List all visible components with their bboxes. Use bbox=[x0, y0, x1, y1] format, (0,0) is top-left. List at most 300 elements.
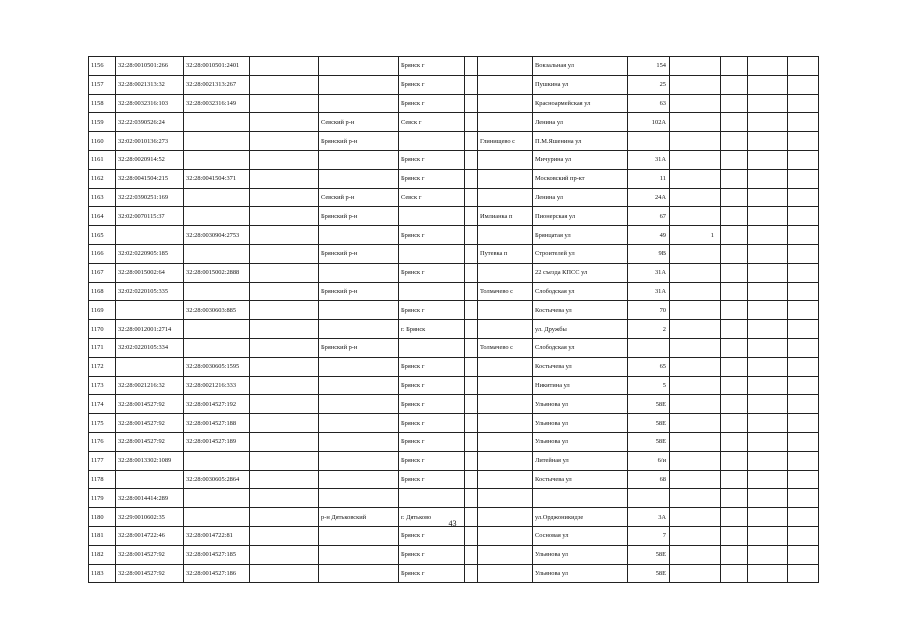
district-cell bbox=[319, 545, 399, 564]
empty-cell bbox=[250, 545, 319, 564]
cadastral-number-cell bbox=[116, 470, 184, 489]
cadastral-number-cell: 32:28:0041504:215 bbox=[116, 169, 184, 188]
house-number-cell: 7 bbox=[628, 526, 670, 545]
empty-cell bbox=[721, 564, 748, 583]
house-number-cell: 24А bbox=[628, 188, 670, 207]
empty-cell bbox=[250, 113, 319, 132]
city-cell: Брянск г bbox=[399, 526, 465, 545]
cadastral-number-cell: 32:02:0070115:37 bbox=[116, 207, 184, 226]
extra-value-cell bbox=[670, 57, 721, 76]
empty-cell bbox=[788, 395, 819, 414]
empty-cell bbox=[250, 357, 319, 376]
cadastral-number-cell: 32:28:0021313:32 bbox=[116, 75, 184, 94]
empty-cell bbox=[788, 113, 819, 132]
street-cell: Вокзальная ул bbox=[533, 57, 628, 76]
district-cell bbox=[319, 57, 399, 76]
empty-cell bbox=[465, 564, 478, 583]
table-row bbox=[89, 338, 819, 357]
cadastral-number-2-cell bbox=[184, 132, 250, 151]
extra-value-cell bbox=[670, 338, 721, 357]
row-number-cell: 1165 bbox=[89, 226, 116, 245]
street-cell: Пушкина ул bbox=[533, 75, 628, 94]
cadastral-number-cell: 32:02:0220905:185 bbox=[116, 244, 184, 263]
district-cell bbox=[319, 301, 399, 320]
empty-cell bbox=[250, 188, 319, 207]
empty-cell bbox=[250, 414, 319, 433]
empty-cell bbox=[788, 226, 819, 245]
empty-cell bbox=[748, 545, 788, 564]
cadastral-number-2-cell: 32:28:0041504:371 bbox=[184, 169, 250, 188]
city-cell: Брянск г bbox=[399, 226, 465, 245]
city-cell: Брянск г bbox=[399, 263, 465, 282]
empty-cell bbox=[465, 57, 478, 76]
extra-value-cell bbox=[670, 301, 721, 320]
cadastral-number-cell: 32:28:0014527:92 bbox=[116, 395, 184, 414]
cadastral-number-cell: 32:28:0014722:46 bbox=[116, 526, 184, 545]
street-cell: Пионерская ул bbox=[533, 207, 628, 226]
extra-value-cell bbox=[670, 188, 721, 207]
settlement-cell bbox=[478, 376, 533, 395]
extra-value-cell bbox=[670, 470, 721, 489]
empty-cell bbox=[250, 320, 319, 339]
empty-cell bbox=[721, 263, 748, 282]
table-row bbox=[89, 132, 819, 151]
street-cell: Костычева ул bbox=[533, 470, 628, 489]
empty-cell bbox=[721, 282, 748, 301]
district-cell: Брянский р-н bbox=[319, 207, 399, 226]
table-row bbox=[89, 451, 819, 470]
empty-cell bbox=[250, 395, 319, 414]
settlement-cell: Имлианка п bbox=[478, 207, 533, 226]
empty-cell bbox=[465, 526, 478, 545]
district-cell bbox=[319, 432, 399, 451]
cadastral-number-cell: 32:02:0220105:335 bbox=[116, 282, 184, 301]
house-number-cell: 11 bbox=[628, 169, 670, 188]
cadastral-number-cell: 32:28:0020914:52 bbox=[116, 150, 184, 169]
street-cell: Ленина ул bbox=[533, 188, 628, 207]
city-cell: Брянск г bbox=[399, 564, 465, 583]
cadastral-number-2-cell bbox=[184, 451, 250, 470]
district-cell bbox=[319, 263, 399, 282]
cadastral-number-2-cell: 32:28:0010501:2401 bbox=[184, 57, 250, 76]
table-row bbox=[89, 75, 819, 94]
cadastral-number-cell: 32:28:0015002:64 bbox=[116, 263, 184, 282]
empty-cell bbox=[788, 188, 819, 207]
empty-cell bbox=[788, 338, 819, 357]
empty-cell bbox=[788, 150, 819, 169]
city-cell: Севск г bbox=[399, 188, 465, 207]
empty-cell bbox=[788, 470, 819, 489]
cadastral-number-2-cell: 32:28:0014527:189 bbox=[184, 432, 250, 451]
settlement-cell bbox=[478, 545, 533, 564]
street-cell: Никитина ул bbox=[533, 376, 628, 395]
row-number-cell: 1174 bbox=[89, 395, 116, 414]
row-number-cell: 1159 bbox=[89, 113, 116, 132]
row-number-cell: 1163 bbox=[89, 188, 116, 207]
row-number-cell: 1158 bbox=[89, 94, 116, 113]
district-cell: Брянский р-н bbox=[319, 338, 399, 357]
street-cell: Ульянова ул bbox=[533, 414, 628, 433]
row-number-cell: 1182 bbox=[89, 545, 116, 564]
empty-cell bbox=[748, 263, 788, 282]
district-cell: Севский р-н bbox=[319, 188, 399, 207]
empty-cell bbox=[748, 357, 788, 376]
empty-cell bbox=[721, 207, 748, 226]
extra-value-cell bbox=[670, 432, 721, 451]
street-cell: П.М.Яшенина ул bbox=[533, 132, 628, 151]
district-cell: Брянский р-н bbox=[319, 244, 399, 263]
settlement-cell: Толмачево с bbox=[478, 338, 533, 357]
table-row bbox=[89, 357, 819, 376]
empty-cell bbox=[721, 376, 748, 395]
empty-cell bbox=[788, 75, 819, 94]
row-number-cell: 1166 bbox=[89, 244, 116, 263]
empty-cell bbox=[788, 526, 819, 545]
house-number-cell: 63 bbox=[628, 94, 670, 113]
empty-cell bbox=[721, 75, 748, 94]
cadastral-number-cell bbox=[116, 301, 184, 320]
empty-cell bbox=[465, 263, 478, 282]
empty-cell bbox=[788, 132, 819, 151]
street-cell: Ульянова ул bbox=[533, 564, 628, 583]
empty-cell bbox=[748, 207, 788, 226]
district-cell bbox=[319, 470, 399, 489]
empty-cell bbox=[721, 188, 748, 207]
table-row bbox=[89, 432, 819, 451]
empty-cell bbox=[788, 94, 819, 113]
row-number-cell: 1181 bbox=[89, 526, 116, 545]
city-cell bbox=[399, 338, 465, 357]
cadastral-number-cell: 32:29:0010602:35 bbox=[116, 508, 184, 527]
settlement-cell: Путевка п bbox=[478, 244, 533, 263]
street-cell: Ульянова ул bbox=[533, 432, 628, 451]
empty-cell bbox=[721, 432, 748, 451]
empty-cell bbox=[748, 150, 788, 169]
extra-value-cell bbox=[670, 414, 721, 433]
cadastral-number-2-cell: 32:28:0014527:192 bbox=[184, 395, 250, 414]
district-cell bbox=[319, 526, 399, 545]
settlement-cell bbox=[478, 169, 533, 188]
empty-cell bbox=[748, 244, 788, 263]
district-cell: Севский р-н bbox=[319, 113, 399, 132]
city-cell: Брянск г bbox=[399, 414, 465, 433]
empty-cell bbox=[250, 150, 319, 169]
table-row bbox=[89, 414, 819, 433]
table-row bbox=[89, 320, 819, 339]
empty-cell bbox=[788, 376, 819, 395]
cadastral-number-2-cell: 32:28:0014722:81 bbox=[184, 526, 250, 545]
settlement-cell bbox=[478, 150, 533, 169]
cadastral-number-cell: 32:28:0012001:2714 bbox=[116, 320, 184, 339]
house-number-cell: 67 bbox=[628, 207, 670, 226]
house-number-cell bbox=[628, 489, 670, 508]
empty-cell bbox=[748, 226, 788, 245]
empty-cell bbox=[721, 489, 748, 508]
extra-value-cell bbox=[670, 282, 721, 301]
row-number-cell: 1157 bbox=[89, 75, 116, 94]
empty-cell bbox=[465, 150, 478, 169]
cadastral-number-2-cell: 32:28:0021313:267 bbox=[184, 75, 250, 94]
extra-value-cell bbox=[670, 489, 721, 508]
house-number-cell: 154 bbox=[628, 57, 670, 76]
district-cell bbox=[319, 357, 399, 376]
empty-cell bbox=[465, 414, 478, 433]
cadastral-number-2-cell bbox=[184, 489, 250, 508]
extra-value-cell bbox=[670, 564, 721, 583]
settlement-cell bbox=[478, 432, 533, 451]
table-row bbox=[89, 113, 819, 132]
empty-cell bbox=[788, 301, 819, 320]
cadastral-number-cell: 32:22:0390526:24 bbox=[116, 113, 184, 132]
settlement-cell bbox=[478, 188, 533, 207]
cadastral-number-2-cell: 32:28:0021216:333 bbox=[184, 376, 250, 395]
empty-cell bbox=[748, 432, 788, 451]
extra-value-cell bbox=[670, 94, 721, 113]
house-number-cell: 49 bbox=[628, 226, 670, 245]
city-cell: Брянск г bbox=[399, 451, 465, 470]
empty-cell bbox=[721, 94, 748, 113]
cadastral-number-cell: 32:28:0014527:92 bbox=[116, 564, 184, 583]
table-row bbox=[89, 226, 819, 245]
empty-cell bbox=[250, 489, 319, 508]
city-cell bbox=[399, 244, 465, 263]
empty-cell bbox=[788, 432, 819, 451]
street-cell: Ульянова ул bbox=[533, 395, 628, 414]
cadastral-number-cell: 32:28:0014527:92 bbox=[116, 432, 184, 451]
city-cell bbox=[399, 132, 465, 151]
row-number-cell: 1183 bbox=[89, 564, 116, 583]
empty-cell bbox=[721, 451, 748, 470]
empty-cell bbox=[748, 564, 788, 583]
row-number-cell: 1168 bbox=[89, 282, 116, 301]
house-number-cell: 70 bbox=[628, 301, 670, 320]
empty-cell bbox=[748, 169, 788, 188]
extra-value-cell bbox=[670, 545, 721, 564]
extra-value-cell bbox=[670, 526, 721, 545]
empty-cell bbox=[788, 489, 819, 508]
street-cell: 22 съезда КПСС ул bbox=[533, 263, 628, 282]
row-number-cell: 1170 bbox=[89, 320, 116, 339]
settlement-cell bbox=[478, 414, 533, 433]
cadastral-number-cell: 32:02:0220105:334 bbox=[116, 338, 184, 357]
page-number: 43 bbox=[448, 519, 457, 528]
row-number-cell: 1176 bbox=[89, 432, 116, 451]
house-number-cell: 31А bbox=[628, 282, 670, 301]
empty-cell bbox=[748, 113, 788, 132]
table-row bbox=[89, 395, 819, 414]
house-number-cell: 58Е bbox=[628, 414, 670, 433]
settlement-cell bbox=[478, 263, 533, 282]
city-cell: Брянск г bbox=[399, 75, 465, 94]
empty-cell bbox=[465, 113, 478, 132]
settlement-cell bbox=[478, 526, 533, 545]
settlement-cell bbox=[478, 75, 533, 94]
street-cell: Брянцатая ул bbox=[533, 226, 628, 245]
city-cell: Брянск г bbox=[399, 432, 465, 451]
empty-cell bbox=[788, 451, 819, 470]
district-cell: р-н Дятьковский bbox=[319, 508, 399, 527]
district-cell: Брянский р-н bbox=[319, 282, 399, 301]
house-number-cell: 3А bbox=[628, 508, 670, 527]
empty-cell bbox=[465, 338, 478, 357]
settlement-cell bbox=[478, 94, 533, 113]
empty-cell bbox=[788, 263, 819, 282]
city-cell bbox=[399, 489, 465, 508]
empty-cell bbox=[250, 564, 319, 583]
district-cell bbox=[319, 150, 399, 169]
empty-cell bbox=[721, 395, 748, 414]
settlement-cell bbox=[478, 395, 533, 414]
empty-cell bbox=[250, 526, 319, 545]
cadastral-number-2-cell: 32:28:0030904:2753 bbox=[184, 226, 250, 245]
empty-cell bbox=[250, 75, 319, 94]
row-number-cell: 1171 bbox=[89, 338, 116, 357]
table-row bbox=[89, 263, 819, 282]
cadastral-number-cell: 32:28:0013302:1089 bbox=[116, 451, 184, 470]
district-cell bbox=[319, 94, 399, 113]
settlement-cell bbox=[478, 357, 533, 376]
extra-value-cell bbox=[670, 169, 721, 188]
empty-cell bbox=[250, 132, 319, 151]
district-cell bbox=[319, 320, 399, 339]
house-number-cell: 6/и bbox=[628, 451, 670, 470]
empty-cell bbox=[465, 226, 478, 245]
empty-cell bbox=[721, 320, 748, 339]
street-cell: Сосновая ул bbox=[533, 526, 628, 545]
empty-cell bbox=[465, 132, 478, 151]
city-cell: Севск г bbox=[399, 113, 465, 132]
settlement-cell bbox=[478, 470, 533, 489]
empty-cell bbox=[721, 244, 748, 263]
empty-cell bbox=[788, 414, 819, 433]
house-number-cell: 65 bbox=[628, 357, 670, 376]
empty-cell bbox=[721, 169, 748, 188]
street-cell bbox=[533, 489, 628, 508]
house-number-cell: 9В bbox=[628, 244, 670, 263]
house-number-cell: 31А bbox=[628, 263, 670, 282]
house-number-cell: 31А bbox=[628, 150, 670, 169]
empty-cell bbox=[721, 357, 748, 376]
empty-cell bbox=[250, 432, 319, 451]
table-row bbox=[89, 57, 819, 76]
table-row bbox=[89, 207, 819, 226]
cadastral-number-cell bbox=[116, 357, 184, 376]
row-number-cell: 1172 bbox=[89, 357, 116, 376]
empty-cell bbox=[250, 338, 319, 357]
empty-cell bbox=[748, 75, 788, 94]
extra-value-cell bbox=[670, 132, 721, 151]
row-number-cell: 1169 bbox=[89, 301, 116, 320]
district-cell bbox=[319, 451, 399, 470]
settlement-cell bbox=[478, 564, 533, 583]
district-cell bbox=[319, 414, 399, 433]
street-cell: ул.Орджоникидзе bbox=[533, 508, 628, 527]
house-number-cell bbox=[628, 132, 670, 151]
empty-cell bbox=[465, 376, 478, 395]
empty-cell bbox=[250, 244, 319, 263]
district-cell bbox=[319, 489, 399, 508]
house-number-cell: 2 bbox=[628, 320, 670, 339]
street-cell: Костычева ул bbox=[533, 357, 628, 376]
extra-value-cell: 1 bbox=[670, 226, 721, 245]
street-cell: Красноармейская ул bbox=[533, 94, 628, 113]
settlement-cell: Толмачево с bbox=[478, 282, 533, 301]
house-number-cell bbox=[628, 338, 670, 357]
empty-cell bbox=[250, 263, 319, 282]
extra-value-cell bbox=[670, 263, 721, 282]
empty-cell bbox=[748, 451, 788, 470]
table-body bbox=[89, 57, 819, 583]
empty-cell bbox=[788, 357, 819, 376]
empty-cell bbox=[465, 169, 478, 188]
table-row bbox=[89, 282, 819, 301]
empty-cell bbox=[788, 169, 819, 188]
row-number-cell: 1178 bbox=[89, 470, 116, 489]
cadastral-number-cell: 32:28:0014414:289 bbox=[116, 489, 184, 508]
table-row bbox=[89, 470, 819, 489]
city-cell bbox=[399, 207, 465, 226]
house-number-cell: 58Е bbox=[628, 395, 670, 414]
house-number-cell: 58Е bbox=[628, 545, 670, 564]
empty-cell bbox=[788, 320, 819, 339]
settlement-cell bbox=[478, 451, 533, 470]
empty-cell bbox=[721, 414, 748, 433]
cadastral-number-cell: 32:28:0021216:32 bbox=[116, 376, 184, 395]
cadastral-number-2-cell: 32:28:0030605:1595 bbox=[184, 357, 250, 376]
city-cell: Брянск г bbox=[399, 545, 465, 564]
house-number-cell: 25 bbox=[628, 75, 670, 94]
table-row bbox=[89, 94, 819, 113]
empty-cell bbox=[748, 132, 788, 151]
empty-cell bbox=[748, 282, 788, 301]
table-row bbox=[89, 564, 819, 583]
empty-cell bbox=[788, 244, 819, 263]
empty-cell bbox=[788, 282, 819, 301]
registry-table-sheet bbox=[88, 56, 818, 583]
street-cell: Ленина ул bbox=[533, 113, 628, 132]
district-cell bbox=[319, 75, 399, 94]
empty-cell bbox=[465, 489, 478, 508]
empty-cell bbox=[748, 338, 788, 357]
empty-cell bbox=[465, 395, 478, 414]
table-row bbox=[89, 150, 819, 169]
cadastral-number-cell bbox=[116, 226, 184, 245]
empty-cell bbox=[250, 169, 319, 188]
settlement-cell bbox=[478, 113, 533, 132]
settlement-cell bbox=[478, 57, 533, 76]
cadastral-number-cell: 32:22:0390251:169 bbox=[116, 188, 184, 207]
empty-cell bbox=[721, 132, 748, 151]
city-cell: Брянск г bbox=[399, 94, 465, 113]
extra-value-cell bbox=[670, 113, 721, 132]
row-number-cell: 1175 bbox=[89, 414, 116, 433]
table-row bbox=[89, 526, 819, 545]
empty-cell bbox=[721, 470, 748, 489]
extra-value-cell bbox=[670, 451, 721, 470]
row-number-cell: 1160 bbox=[89, 132, 116, 151]
table-row bbox=[89, 489, 819, 508]
empty-cell bbox=[250, 226, 319, 245]
cadastral-number-cell: 32:28:0014527:92 bbox=[116, 545, 184, 564]
empty-cell bbox=[748, 470, 788, 489]
row-number-cell: 1177 bbox=[89, 451, 116, 470]
empty-cell bbox=[250, 376, 319, 395]
empty-cell bbox=[748, 526, 788, 545]
row-number-cell: 1156 bbox=[89, 57, 116, 76]
empty-cell bbox=[748, 320, 788, 339]
cadastral-number-2-cell bbox=[184, 338, 250, 357]
settlement-cell bbox=[478, 301, 533, 320]
